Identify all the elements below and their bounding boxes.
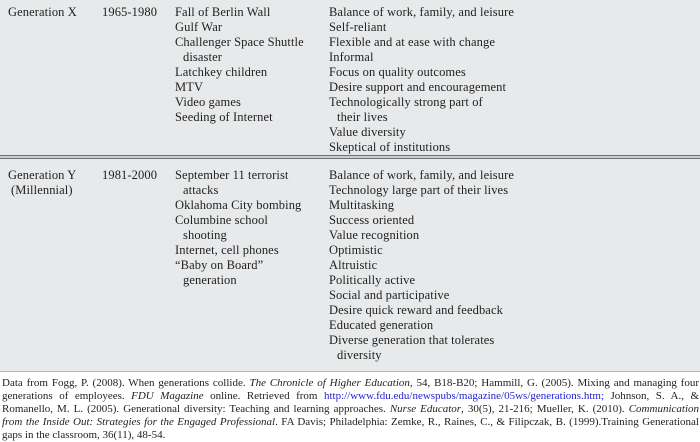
event-line: September 11 terrorist bbox=[175, 168, 289, 182]
generation-y-row bbox=[0, 159, 700, 363]
characteristic-line: Altruistic bbox=[329, 258, 378, 272]
characteristic-line: Multitasking bbox=[329, 198, 395, 212]
generation-y-years: 1981-2000 bbox=[102, 168, 158, 182]
characteristic-line: Desire support and encouragement bbox=[329, 80, 507, 94]
footnote-segment: FDU Magazine bbox=[131, 390, 204, 402]
footnote-segment: . FA Davis; Philadelphia: Zemke, R., Raines, C., & Filipczak, B. (1999).Training Generational gaps in the classroom, 36(11), 48-54. bbox=[2, 416, 699, 441]
characteristic-line: Desire quick reward and feedback bbox=[329, 303, 503, 317]
characteristic-line: Skeptical of institutions bbox=[329, 140, 451, 154]
footnote-link[interactable]: http://www.fdu.edu/newspubs/magazine/05ws/generations.htm; bbox=[323, 390, 604, 402]
footnote-segment: Communication from the Inside Out: Strategies for the Engaged Professional bbox=[2, 403, 699, 428]
characteristic-line: diversity bbox=[337, 348, 382, 362]
footnote-segment: online. Retrieved from bbox=[203, 390, 324, 402]
footnote-segment: Nurse Educator bbox=[389, 403, 462, 415]
event-line: generation bbox=[183, 273, 237, 287]
generation-x-name bbox=[8, 5, 102, 155]
event-line: Challenger Space Shuttle bbox=[175, 35, 304, 49]
generation-x-characteristics bbox=[329, 5, 700, 155]
characteristic-line: Optimistic bbox=[329, 243, 383, 257]
characteristic-line: Informal bbox=[329, 50, 374, 64]
footnote bbox=[0, 372, 700, 442]
event-line: shooting bbox=[183, 228, 227, 242]
generation-name-line: Generation X bbox=[8, 5, 77, 19]
characteristic-line: Technologically strong part of bbox=[329, 95, 483, 109]
characteristic-line: Flexible and at ease with change bbox=[329, 35, 495, 49]
characteristic-line: Value diversity bbox=[329, 125, 406, 139]
footnote-text bbox=[2, 377, 699, 442]
characteristic-line: Balance of work, family, and leisure bbox=[329, 5, 515, 19]
generation-y-events bbox=[175, 168, 329, 363]
generation-x-events bbox=[175, 5, 329, 155]
event-line: Seeding of Internet bbox=[175, 110, 273, 124]
generation-x-row bbox=[0, 0, 700, 155]
characteristic-line: Social and participative bbox=[329, 288, 450, 302]
characteristic-line: Technology large part of their lives bbox=[329, 183, 509, 197]
characteristic-line: their lives bbox=[337, 110, 388, 124]
characteristic-line: Self-reliant bbox=[329, 20, 387, 34]
generation-y-name bbox=[8, 168, 102, 363]
footnote-segment: Johnson, S. A., & Romanello, M. L. (2005). Generational diversity: Teaching and learning approaches. bbox=[2, 390, 700, 415]
event-line: MTV bbox=[175, 80, 204, 94]
characteristic-line: Politically active bbox=[329, 273, 416, 287]
generation-name-line: Generation Y bbox=[8, 168, 77, 182]
event-line: Fall of Berlin Wall bbox=[175, 5, 271, 19]
generation-x-years: 1965-1980 bbox=[102, 5, 158, 19]
footnote-segment: Data from Fogg, P. (2008). When generations collide. bbox=[2, 377, 250, 389]
characteristic-line: Value recognition bbox=[329, 228, 420, 242]
generation-name-line: (Millennial) bbox=[11, 183, 73, 197]
event-line: Gulf War bbox=[175, 20, 223, 34]
event-line: Oklahoma City bombing bbox=[175, 198, 302, 212]
event-line: Video games bbox=[175, 95, 241, 109]
footnote-segment: , 54, B18-B20; Hammill, G. (2005). Mixing and managing four generations of employees. bbox=[2, 377, 699, 402]
event-line: attacks bbox=[183, 183, 219, 197]
event-line: “Baby on Board” bbox=[175, 258, 264, 272]
characteristic-line: Success oriented bbox=[329, 213, 415, 227]
characteristic-line: Focus on quality outcomes bbox=[329, 65, 466, 79]
footnote-segment: , 30(5), 21-216; Mueller, K. (2010). bbox=[461, 403, 629, 415]
footnote-segment: The Chronicle of Higher Education bbox=[249, 377, 410, 389]
characteristic-line: Balance of work, family, and leisure bbox=[329, 168, 515, 182]
characteristic-line: Educated generation bbox=[329, 318, 434, 332]
characteristic-line: Diverse generation that tolerates bbox=[329, 333, 495, 347]
event-line: Columbine school bbox=[175, 213, 268, 227]
event-line: Latchkey children bbox=[175, 65, 268, 79]
event-line: disaster bbox=[183, 50, 222, 64]
event-line: Internet, cell phones bbox=[175, 243, 279, 257]
generation-y-characteristics bbox=[329, 168, 700, 363]
